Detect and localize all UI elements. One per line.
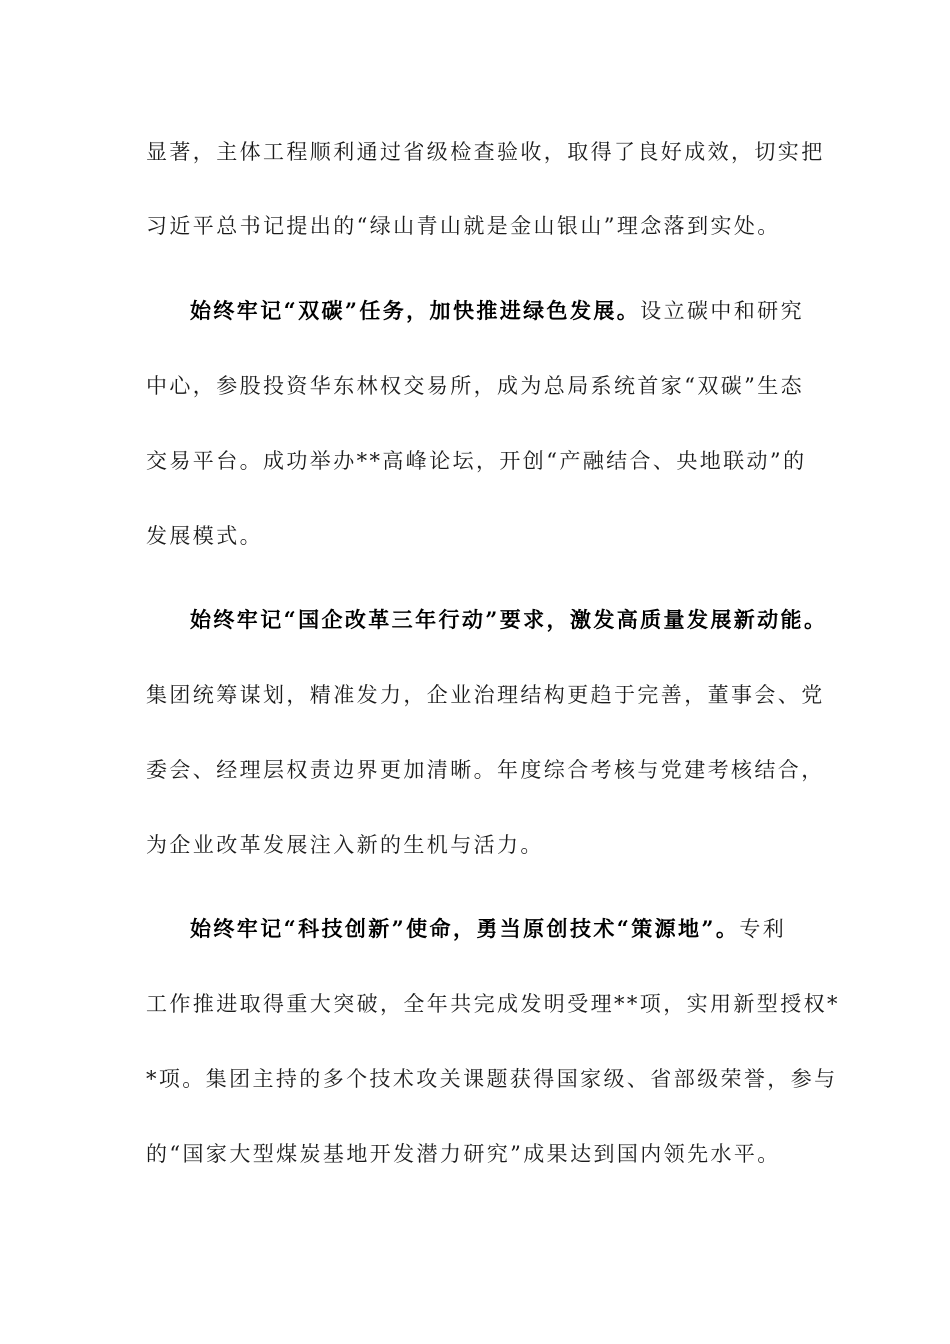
body-text: 专利 bbox=[739, 917, 787, 941]
paragraph-heading: 始终牢记“科技创新”使命，勇当原创技术“策源地”。 bbox=[190, 916, 740, 941]
body-text-line: *项。集团主持的多个技术攻关课题获得国家级、省部级荣誉，参与 bbox=[146, 1067, 838, 1091]
body-text: 设立碳中和研究 bbox=[640, 299, 804, 323]
paragraph-first-line bbox=[190, 914, 786, 944]
body-text-line: 集团统筹谋划，精准发力，企业治理结构更趋于完善，董事会、党 bbox=[146, 683, 825, 707]
body-text-line: 习近平总书记提出的“绿山青山就是金山银山”理念落到实处。 bbox=[146, 214, 781, 238]
paragraph-heading: 始终牢记“国企改革三年行动”要求，激发高质量发展新动能。 bbox=[190, 607, 828, 632]
paragraph-first-line bbox=[190, 605, 827, 635]
body-text-line: 发展模式。 bbox=[146, 524, 263, 548]
body-text-line: 为企业改革发展注入新的生机与活力。 bbox=[146, 833, 544, 857]
body-text-line: 的“国家大型煤炭基地开发潜力研究”成果达到国内领先水平。 bbox=[146, 1142, 781, 1166]
body-text-line: 工作推进取得重大突破，全年共完成发明受理**项，实用新型授权* bbox=[146, 992, 840, 1016]
body-text-line: 显著，主体工程顺利通过省级检查验收，取得了良好成效，切实把 bbox=[146, 140, 825, 164]
paragraph-first-line bbox=[190, 296, 804, 326]
body-text-line: 委会、经理层权责边界更加清晰。年度综合考核与党建考核结合， bbox=[146, 758, 825, 782]
paragraph-heading: 始终牢记“双碳”任务，加快推进绿色发展。 bbox=[190, 298, 641, 323]
body-text-line: 中心，参股投资华东林权交易所，成为总局系统首家“双碳”生态 bbox=[146, 374, 805, 398]
body-text-line: 交易平台。成功举办**高峰论坛，开创“产融结合、央地联动”的 bbox=[146, 449, 807, 473]
